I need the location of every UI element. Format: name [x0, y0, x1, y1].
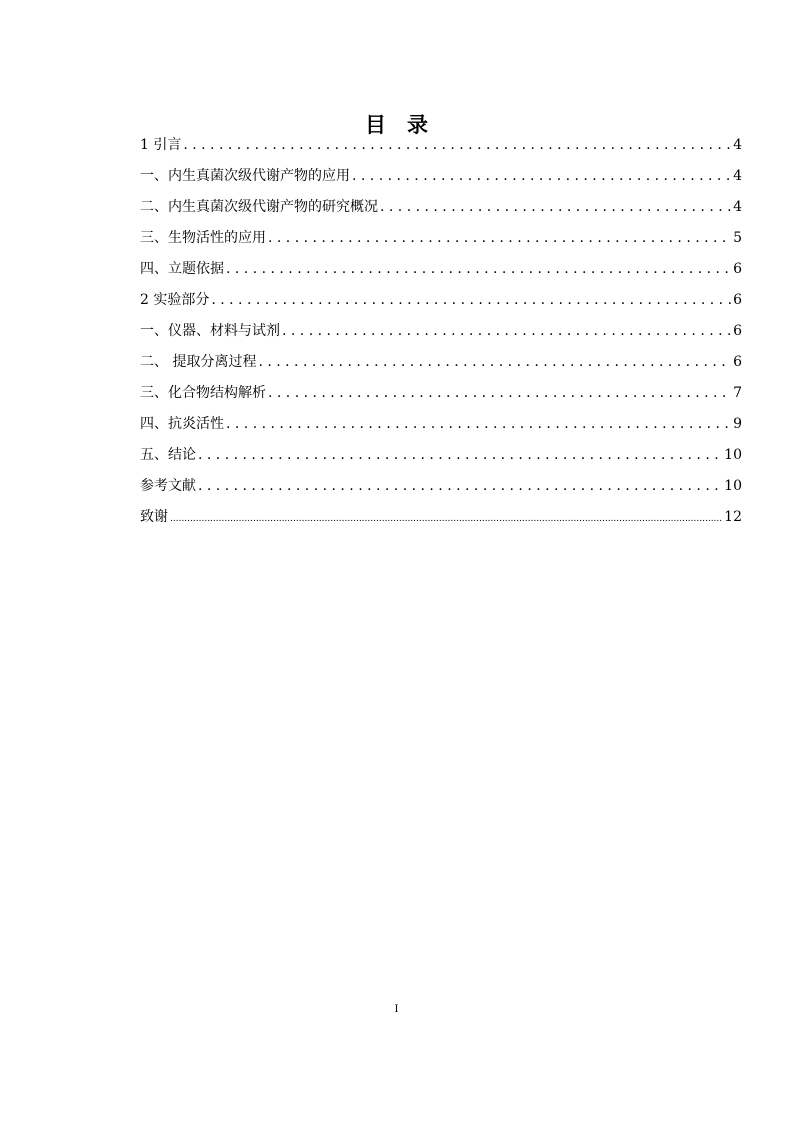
toc-entry-research-overview[interactable]: [140, 195, 742, 226]
toc-entry-structure-elucidation[interactable]: [140, 381, 742, 412]
toc-entry-anti-inflammatory[interactable]: [140, 412, 742, 443]
toc-entry-rationale[interactable]: [140, 257, 742, 288]
toc-dot-leader: [170, 505, 722, 531]
toc-entry-bioactivity-application[interactable]: [140, 226, 742, 257]
toc-dot-leader: [226, 257, 731, 281]
toc-entry-instruments[interactable]: [140, 319, 742, 350]
toc-entry-references[interactable]: [140, 474, 742, 505]
toc-entry-label: 三、化合物结构解析: [140, 385, 266, 401]
toc-dot-leader: [211, 288, 731, 312]
toc-entry-label: 一、仪器、材料与试剂: [140, 323, 280, 339]
toc-dot-leader: [183, 133, 731, 157]
toc-dot-leader: [268, 381, 731, 405]
toc-entry-page: 5: [733, 230, 742, 246]
table-of-contents: [140, 133, 742, 536]
toc-entry-page: 9: [733, 416, 742, 432]
toc-dot-leader: [268, 226, 731, 250]
toc-entry-label: 参考文献: [140, 478, 196, 494]
toc-entry-intro[interactable]: [140, 133, 742, 164]
toc-entry-label: 2 实验部分: [140, 292, 210, 308]
toc-entry-label: 四、立题依据: [140, 261, 224, 277]
toc-entry-page: 10: [724, 478, 742, 494]
toc-dot-leader: [198, 474, 722, 498]
toc-entry-extraction[interactable]: [140, 350, 742, 381]
toc-entry-label: 四、抗炎活性: [140, 416, 224, 432]
toc-dot-leader: [380, 195, 731, 219]
toc-dot-leader: [226, 412, 731, 436]
toc-entry-page: 10: [724, 447, 742, 463]
toc-entry-page: 4: [733, 168, 742, 184]
toc-entry-conclusion[interactable]: [140, 443, 742, 474]
toc-dot-leader: [258, 350, 731, 374]
page-title-char-1: 目: [365, 112, 386, 138]
toc-entry-page: 12: [724, 509, 742, 525]
page-title-char-2: 录: [407, 112, 428, 138]
toc-dot-leader: [282, 319, 731, 343]
page-number: I: [394, 1004, 399, 1015]
toc-entry-page: 4: [733, 199, 742, 215]
toc-entry-page: 6: [733, 323, 742, 339]
toc-entry-page: 6: [733, 354, 742, 370]
toc-entry-page: 7: [733, 385, 742, 401]
toc-entry-acknowledgements[interactable]: [140, 505, 742, 536]
toc-entry-page: 6: [733, 292, 742, 308]
toc-entry-label: 致谢: [140, 509, 168, 525]
toc-entry-label: 三、生物活性的应用: [140, 230, 266, 246]
toc-entry-experimental[interactable]: [140, 288, 742, 319]
toc-entry-metabolite-application[interactable]: [140, 164, 742, 195]
toc-entry-label: 二、内生真菌次级代谢产物的研究概况: [140, 199, 378, 215]
toc-entry-label: 1 引言: [140, 137, 182, 153]
toc-entry-label: 五、结论: [140, 447, 196, 463]
toc-entry-label: 二、 提取分离过程: [140, 354, 257, 370]
toc-entry-page: 6: [733, 261, 742, 277]
toc-dot-leader: [352, 164, 731, 188]
toc-entry-label: 一、内生真菌次级代谢产物的应用: [140, 168, 350, 184]
toc-dot-leader: [198, 443, 722, 467]
toc-entry-page: 4: [733, 137, 742, 153]
